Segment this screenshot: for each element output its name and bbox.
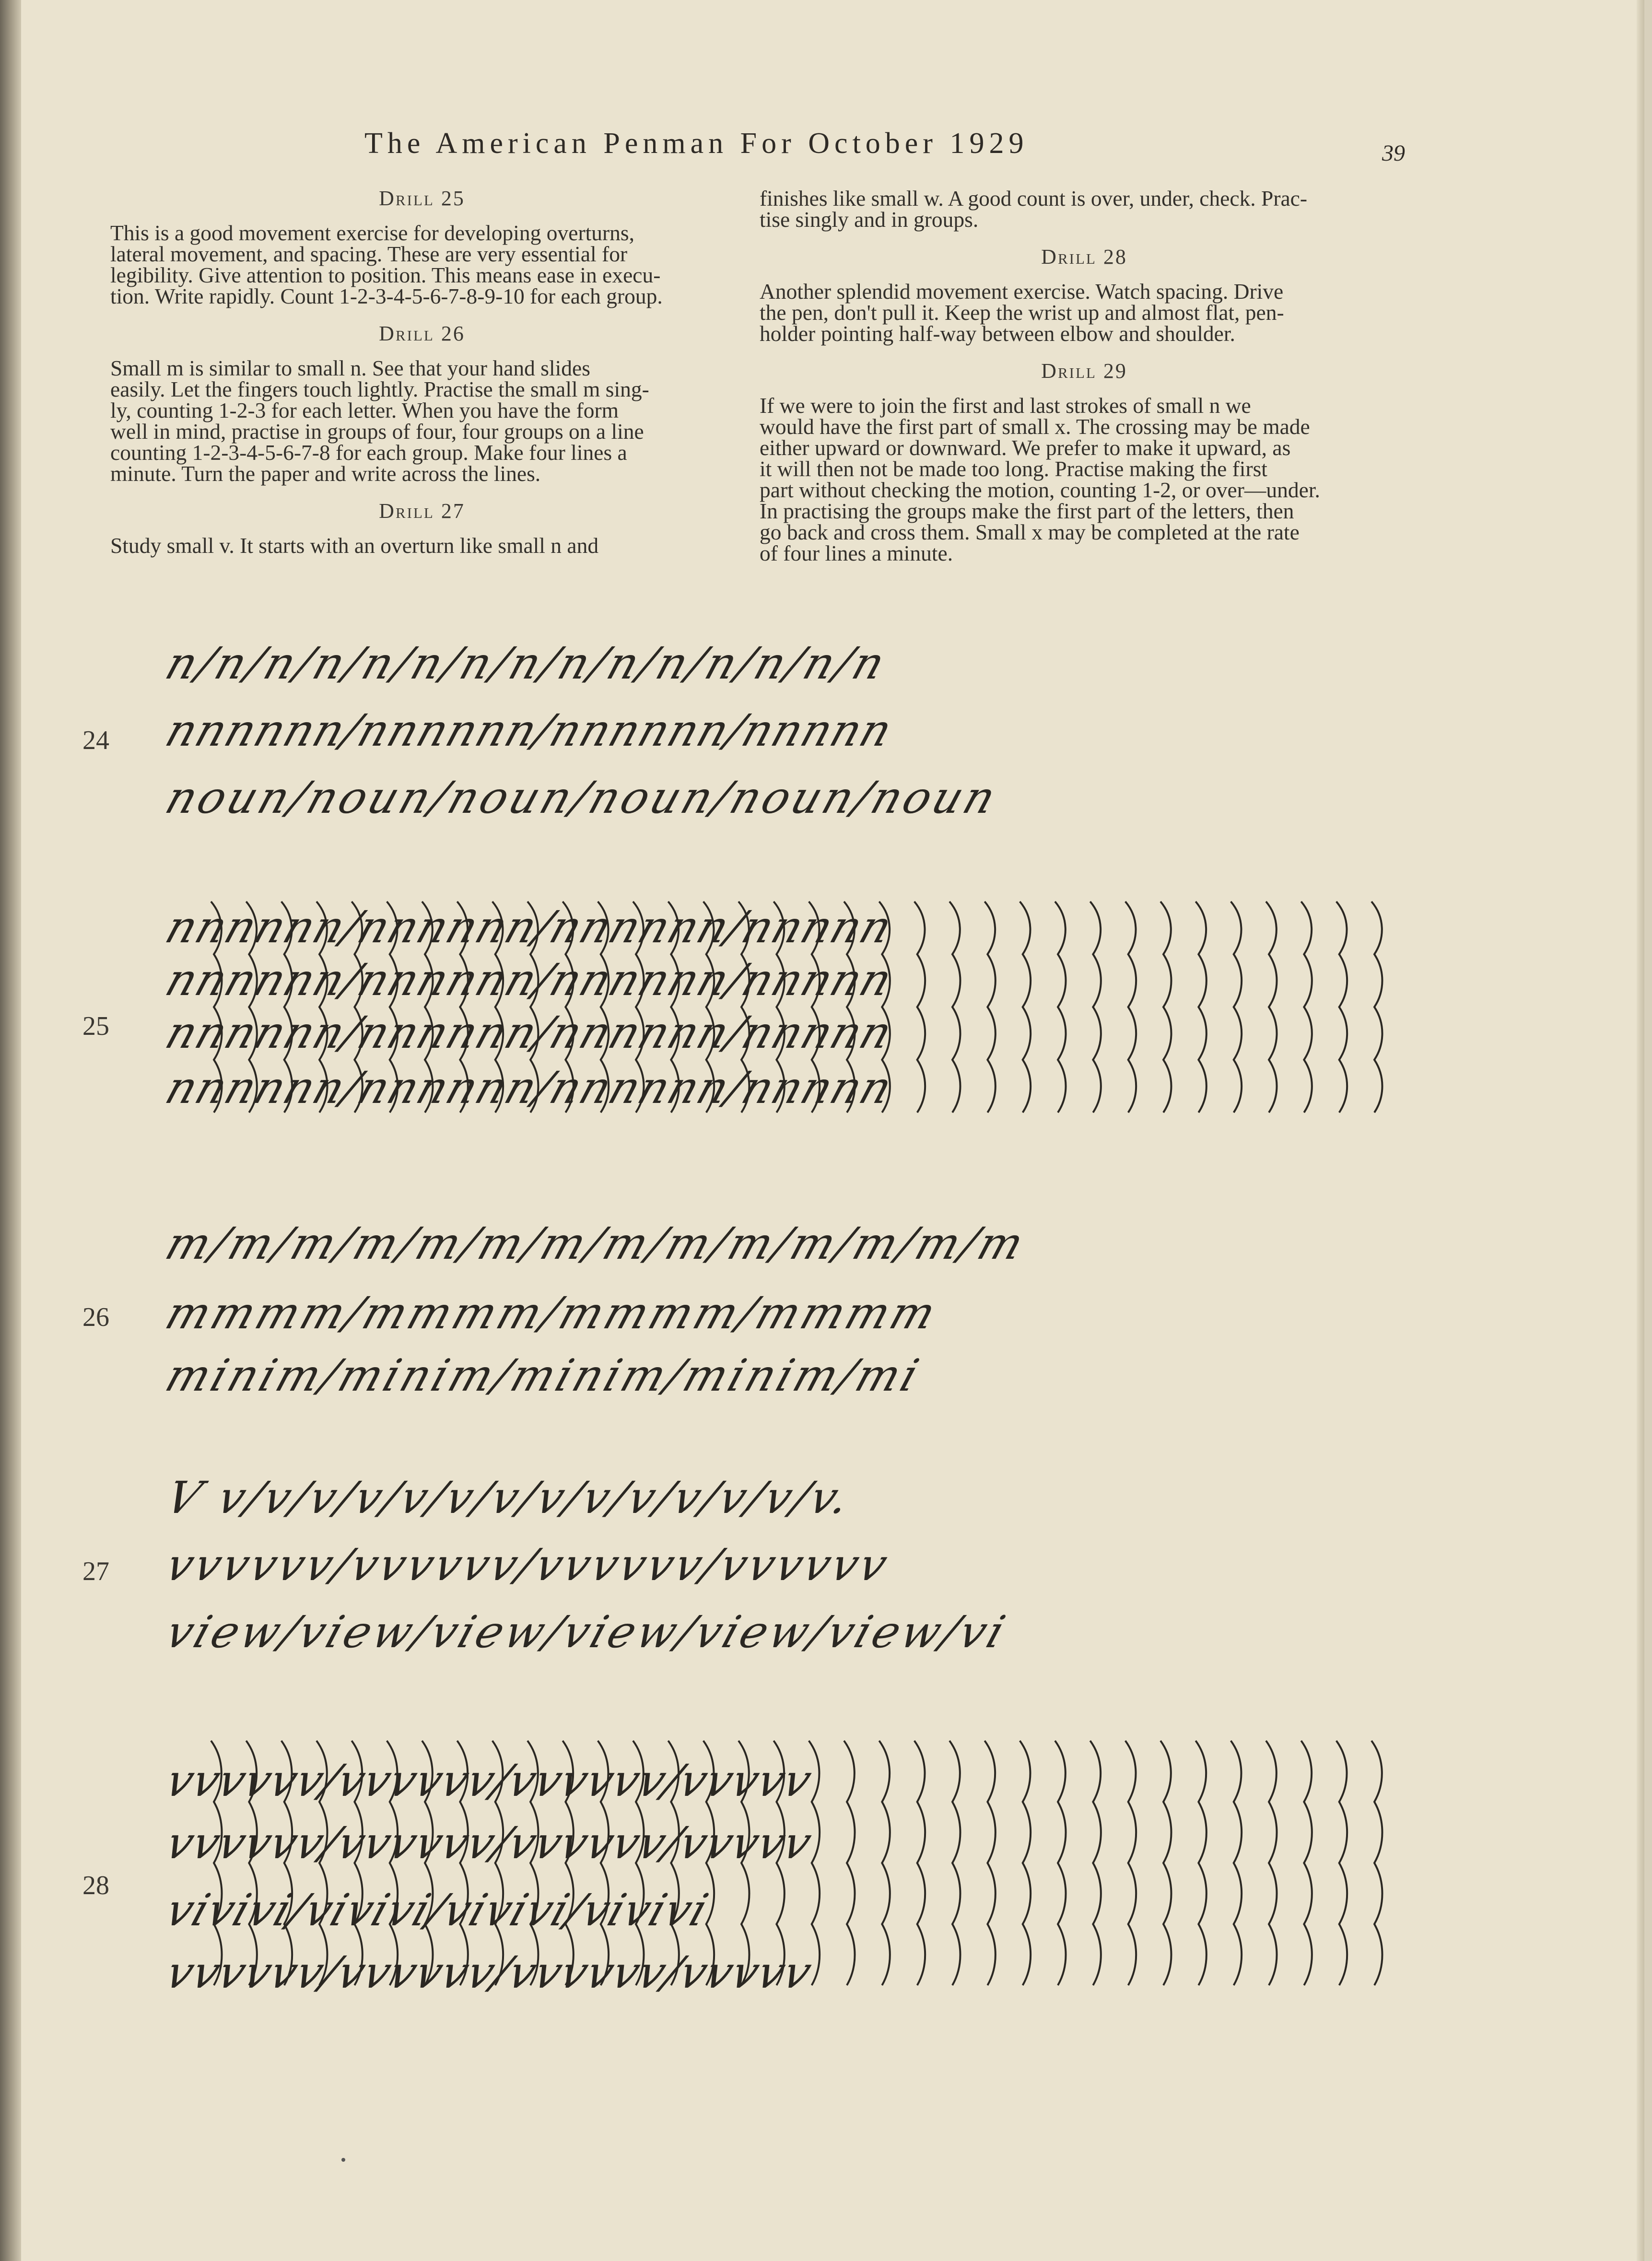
crossing-stroke [1301,1741,1312,1985]
crossing-stroke [668,902,679,1113]
text-line: If we were to join the first and last strokes of small n we [760,393,1251,418]
handwriting-line: nnnnnn/nnnnnn/nnnnnn/nnnnn [159,1007,900,1058]
text-line: tise singly and in groups. [760,207,979,232]
crossing-stroke [949,902,961,1113]
drill-25-crossings [211,902,1383,1113]
handwriting-line: vvvvvv/vvvvvv/vvvvvv/vvvvv [159,1755,819,1806]
handwriting-line: nnnnnn/nnnnnn/nnnnnn/nnnnn [159,705,900,756]
text-line: holder pointing half-way between elbow and shoulder. [760,321,1235,346]
crossing-stroke [633,1741,644,1985]
text-line: In practising the groups make the first part of the letters, then [760,499,1294,523]
crossing-stroke [879,1741,890,1985]
crossing-stroke [422,1741,433,1985]
text-line: Another splendid movement exercise. Watch spacing. Drive [760,279,1284,304]
drill-heading: Drill 27 [379,499,465,523]
handwriting-line: vivivi/vivivi/vivivi/vivivi [159,1885,715,1936]
text-line: it will then not be made too long. Practise making the first [760,457,1267,481]
crossing-stroke [949,1741,961,1985]
drill-heading: Drill 25 [379,187,465,210]
text-line: This is a good movement exercise for developing overturns, [110,221,634,245]
crossing-stroke [1125,902,1136,1113]
text-line: lateral movement, and spacing. These are very essential for [110,242,628,266]
crossing-stroke [1266,1741,1277,1985]
page-number: 39 [1382,141,1405,166]
specimen-number: 28 [82,1871,109,1900]
running-title: The American Penman For October 1929 [364,127,1029,160]
text-line: Small m is similar to small n. See that your hand slides [110,356,590,380]
specimen-number: 25 [82,1011,109,1041]
handwriting-line: nnnnnn/nnnnnn/nnnnnn/nnnnn [159,902,900,953]
ink-speck [341,2158,345,2162]
crossing-stroke [1090,902,1101,1113]
crossing-stroke [1371,902,1383,1113]
crossing-stroke [1231,1741,1242,1985]
crossing-stroke [1125,1741,1136,1985]
handwriting-line: vvvvvv/vvvvvv/vvvvvv/vvvvvv [159,1539,897,1591]
text-line: ly, counting 1-2-3 for each letter. When you have the form [110,398,619,422]
crossing-stroke [598,902,609,1113]
crossing-stroke [633,902,644,1113]
handwriting-line: V v/v/v/v/v/v/v/v/v/v/v/v/v/v. [159,1472,859,1523]
crossing-stroke [668,1741,679,1985]
crossing-stroke [914,1741,926,1985]
text-line: the pen, don't pull it. Keep the wrist up and almost flat, pen- [760,300,1284,325]
crossing-stroke [211,1741,222,1985]
crossing-stroke [351,902,363,1113]
crossing-stroke [527,1741,539,1985]
handwriting-line: mmmm/mmmm/mmmm/mmmm [159,1288,945,1339]
handwriting-line: n/n/n/n/n/n/n/n/n/n/n/n/n/n/n [159,638,894,689]
crossing-stroke [1160,902,1172,1113]
crossing-stroke [773,1741,785,1985]
text-line: legibility. Give attention to position. This means ease in execu- [110,263,661,287]
text-line: Study small v. It starts with an overturn like small n and [110,533,599,558]
text-line: go back and cross them. Small x may be completed at the rate [760,520,1300,544]
crossing-stroke [809,902,820,1113]
drill-heading: Drill 26 [379,322,465,345]
crossing-stroke [1266,902,1277,1113]
crossing-stroke [879,902,890,1113]
crossing-stroke [703,1741,715,1985]
crossing-stroke [703,902,715,1113]
text-line: would have the first part of small x. The crossing may be made [760,414,1310,439]
crossing-stroke [281,1741,293,1985]
crossing-stroke [1055,1741,1066,1985]
crossing-stroke [351,1741,363,1985]
crossing-stroke [1336,1741,1347,1985]
handwriting-line: nnnnnn/nnnnnn/nnnnnn/nnnnn [159,1062,900,1113]
crossing-stroke [246,1741,257,1985]
handwriting-line: nnnnnn/nnnnnn/nnnnnn/nnnnn [159,954,900,1006]
crossing-stroke [1301,902,1312,1113]
handwriting-line: vvvvvv/vvvvvv/vvvvvv/vvvvv [159,1947,819,1998]
drill-heading: Drill 28 [1041,245,1127,269]
crossing-stroke [316,902,328,1113]
crossing-stroke [562,902,574,1113]
handwriting-line: minim/minim/minim/minim/mi [159,1350,928,1401]
crossing-stroke [492,1741,504,1985]
crossing-stroke [1195,1741,1207,1985]
crossing-stroke [738,902,750,1113]
crossing-stroke [1020,1741,1031,1985]
text-line: tion. Write rapidly. Count 1-2-3-4-5-6-7-8-9-10 for each group. [110,284,663,308]
crossing-stroke [984,1741,996,1985]
crossing-stroke [914,902,926,1113]
crossing-stroke [598,1741,609,1985]
text-line: well in mind, practise in groups of four, four groups on a line [110,419,644,444]
crossing-stroke [457,1741,468,1985]
crossing-stroke [246,902,257,1113]
handwriting-line: noun/noun/noun/noun/noun/noun [159,772,1005,823]
drill-heading: Drill 29 [1041,359,1127,383]
crossing-stroke [387,902,398,1113]
crossing-stroke [1020,902,1031,1113]
crossing-stroke [1371,1741,1383,1985]
specimen-number: 24 [82,726,109,755]
crossing-stroke [1055,902,1066,1113]
crossing-stroke [1231,902,1242,1113]
crossing-stroke [809,1741,820,1985]
crossing-stroke [211,902,222,1113]
crossing-stroke [527,902,539,1113]
text-line: of four lines a minute. [760,541,953,565]
crossing-stroke [984,902,996,1113]
crossing-stroke [773,902,785,1113]
crossing-stroke [844,1741,855,1985]
handwriting-line: view/view/view/view/view/view/vi [159,1606,1014,1658]
crossing-stroke [738,1741,750,1985]
crossing-stroke [422,902,433,1113]
crossing-stroke [457,902,468,1113]
drill-28-crossings [211,1741,1383,1985]
specimen-number: 26 [82,1302,109,1332]
text-line: easily. Let the fingers touch lightly. Practise the small m sing- [110,377,649,401]
crossing-stroke [844,902,855,1113]
crossing-stroke [387,1741,398,1985]
crossing-stroke [492,902,504,1113]
text-line: counting 1-2-3-4-5-6-7-8 for each group. Make four lines a [110,440,627,465]
crossing-stroke [281,902,293,1113]
specimen-number: 27 [82,1557,109,1586]
text-line: part without checking the motion, counting 1-2, or over—under. [760,478,1320,502]
crossing-stroke [562,1741,574,1985]
crossing-stroke [1336,902,1347,1113]
crossing-stroke [316,1741,328,1985]
text-line: minute. Turn the paper and write across the lines. [110,461,541,486]
text-line: finishes like small w. A good count is over, under, check. Prac- [760,186,1308,211]
crossing-stroke [1090,1741,1101,1985]
text-line: either upward or downward. We prefer to make it upward, as [760,435,1291,460]
crossing-stroke [1160,1741,1172,1985]
handwriting-line: vvvvvv/vvvvvv/vvvvvv/vvvvv [159,1817,819,1869]
crossing-stroke [1195,902,1207,1113]
handwriting-line: m/m/m/m/m/m/m/m/m/m/m/m/m/m [159,1218,1033,1269]
